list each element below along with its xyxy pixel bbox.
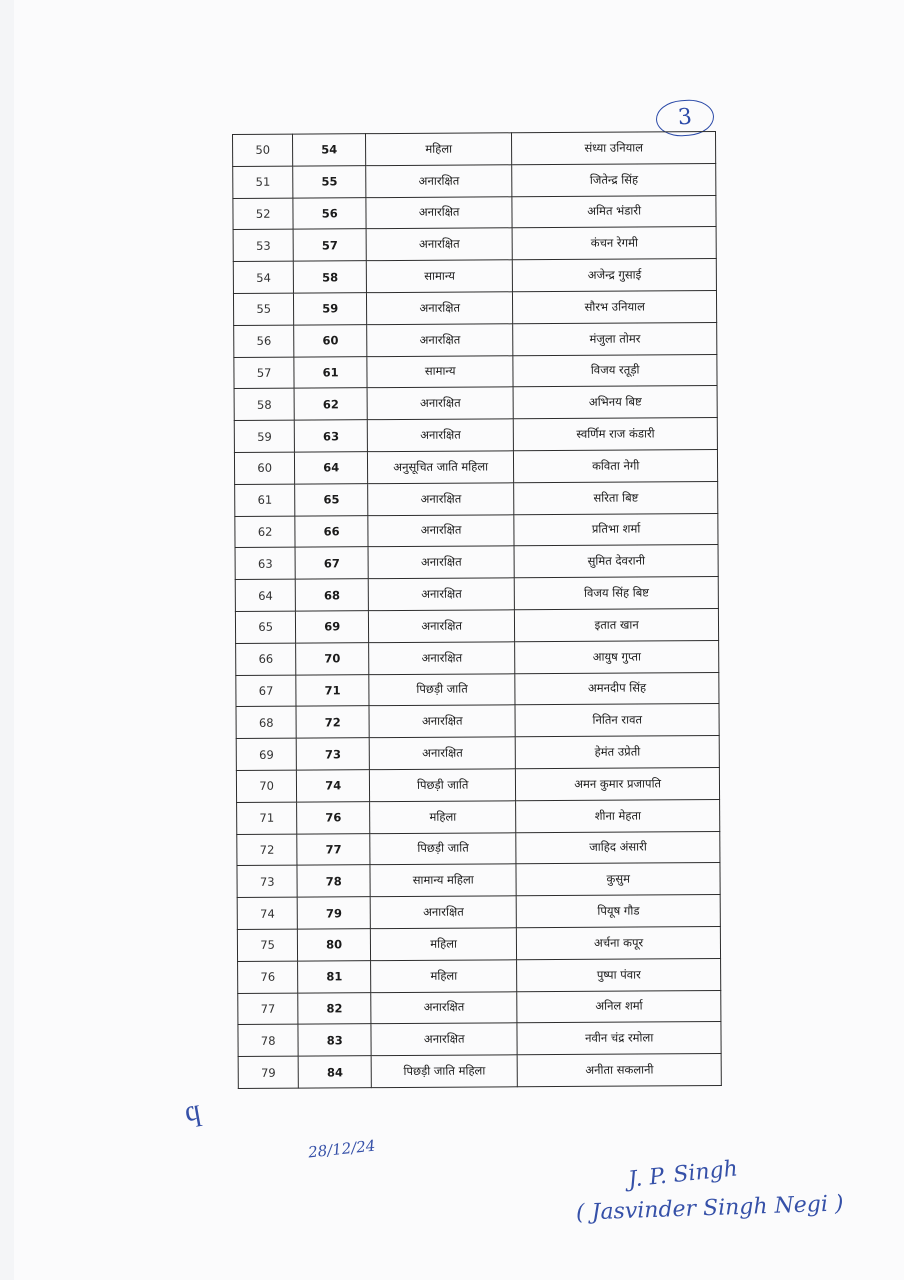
name-cell: आयुष गुप्ता	[515, 640, 719, 673]
serial-number-cell: 58	[234, 388, 295, 420]
category-cell: पिछड़ी जाति	[369, 673, 516, 706]
name-cell: विजय रतूड़ी	[513, 354, 717, 387]
category-cell: अनारक्षित	[366, 165, 513, 198]
name-cell: सरिता बिष्ट	[514, 481, 718, 514]
category-cell: सामान्य महिला	[370, 864, 517, 897]
name-cell: मंजुला तोमर	[513, 322, 717, 355]
category-cell: अनारक्षित	[369, 705, 516, 738]
category-cell: महिला	[370, 801, 517, 834]
left-initial-mark-icon: ϥ	[183, 1098, 205, 1137]
name-cell: इतात खान	[515, 608, 719, 641]
table-row	[238, 1054, 721, 1089]
table-row	[237, 895, 720, 930]
serial-number-cell: 50	[233, 134, 294, 166]
table-row	[235, 513, 718, 548]
name-cell: विजय सिंह बिष्ट	[515, 577, 719, 610]
seat-number-cell: 56	[293, 197, 366, 229]
serial-number-cell: 68	[236, 706, 297, 738]
seat-number-cell: 67	[295, 547, 368, 579]
table-row	[234, 354, 717, 389]
table-row	[233, 227, 716, 262]
table-row	[235, 481, 718, 516]
table-row	[234, 450, 717, 485]
serial-number-cell: 51	[233, 166, 294, 198]
serial-number-cell: 64	[235, 579, 296, 611]
seat-number-cell: 70	[296, 642, 369, 674]
table-row	[233, 259, 716, 294]
seat-number-cell: 68	[296, 579, 369, 611]
seat-number-cell: 69	[296, 611, 369, 643]
serial-number-cell: 53	[233, 230, 294, 262]
category-cell: अनारक्षित	[366, 196, 513, 229]
category-cell: महिला	[370, 928, 517, 961]
name-cell: संध्या उनियाल	[512, 132, 716, 165]
serial-number-cell: 77	[238, 993, 299, 1025]
table-row	[236, 672, 719, 707]
name-cell: अर्चना कपूर	[517, 926, 721, 959]
name-cell: जाहिद अंसारी	[516, 831, 720, 864]
table-row	[238, 958, 721, 993]
name-cell: नितिन रावत	[515, 704, 719, 737]
serial-number-cell: 71	[237, 802, 298, 834]
seat-number-cell: 66	[295, 515, 368, 547]
name-cell: अनीता सकलानी	[517, 1054, 721, 1087]
serial-number-cell: 76	[238, 961, 299, 993]
serial-number-cell: 69	[236, 738, 297, 770]
table-row	[237, 863, 720, 898]
page-number: 3	[655, 98, 715, 138]
member-table	[232, 131, 722, 1089]
table-row	[235, 577, 718, 612]
name-cell: कविता नेगी	[514, 450, 718, 483]
seat-number-cell: 73	[297, 738, 370, 770]
category-cell: अनारक्षित	[368, 578, 515, 611]
member-table-body	[233, 132, 722, 1089]
category-cell: अनारक्षित	[368, 546, 515, 579]
category-cell: अनारक्षित	[371, 991, 518, 1024]
seat-number-cell: 57	[293, 229, 366, 261]
name-cell: कुसुम	[516, 863, 720, 896]
serial-number-cell: 62	[235, 516, 296, 548]
left-signature-date: 28/12/24	[307, 1136, 377, 1162]
seat-number-cell: 61	[294, 356, 367, 388]
category-cell: पिछड़ी जाति	[370, 832, 517, 865]
serial-number-cell: 66	[236, 643, 297, 675]
serial-number-cell: 79	[238, 1056, 299, 1088]
serial-number-cell: 70	[236, 770, 297, 802]
category-cell: अनारक्षित	[368, 483, 515, 516]
table-row	[234, 418, 717, 453]
table-row	[233, 195, 716, 230]
name-cell: पियूष गौड	[517, 895, 721, 928]
name-cell: प्रतिभा शर्मा	[514, 513, 718, 546]
serial-number-cell: 54	[233, 261, 294, 293]
name-cell: जितेन्द्र सिंह	[512, 163, 716, 196]
category-cell: अनारक्षित	[366, 292, 513, 325]
category-cell: अनुसूचित जाति महिला	[367, 451, 514, 484]
category-cell: अनारक्षित	[367, 324, 514, 357]
seat-number-cell: 78	[297, 865, 370, 897]
name-cell: अमनदीप सिंह	[515, 672, 719, 705]
category-cell: सामान्य	[367, 355, 514, 388]
category-cell: अनारक्षित	[368, 610, 515, 643]
table-row	[236, 640, 719, 675]
seat-number-cell: 55	[293, 165, 366, 197]
table-row	[233, 291, 716, 326]
serial-number-cell: 61	[235, 484, 296, 516]
table-row	[235, 608, 718, 643]
seat-number-cell: 60	[294, 324, 367, 356]
serial-number-cell: 74	[237, 897, 298, 929]
name-cell: अनिल शर्मा	[517, 990, 721, 1023]
name-cell: सुमित देवरानी	[514, 545, 718, 578]
table-row	[237, 926, 720, 961]
right-signature-initials: J. P. Singh	[626, 1156, 739, 1193]
name-cell: अभिनय बिष्ट	[513, 386, 717, 419]
serial-number-cell: 73	[237, 865, 298, 897]
serial-number-cell: 59	[234, 420, 295, 452]
category-cell: अनारक्षित	[369, 737, 516, 770]
category-cell: पिछड़ी जाति	[369, 769, 516, 802]
category-cell: अनारक्षित	[367, 387, 514, 420]
serial-number-cell: 55	[233, 293, 294, 325]
seat-number-cell: 54	[293, 134, 366, 166]
serial-number-cell: 52	[233, 198, 294, 230]
name-cell: कंचन रेगमी	[512, 227, 716, 260]
seat-number-cell: 77	[297, 833, 370, 865]
seat-number-cell: 59	[294, 293, 367, 325]
name-cell: अमित भंडारी	[512, 195, 716, 228]
serial-number-cell: 65	[235, 611, 296, 643]
serial-number-cell: 75	[237, 929, 298, 961]
table-row	[238, 1022, 721, 1057]
table-row	[237, 799, 720, 834]
category-cell: पिछड़ी जाति महिला	[371, 1055, 518, 1088]
serial-number-cell: 60	[234, 452, 295, 484]
seat-number-cell: 76	[297, 801, 370, 833]
table-row	[234, 386, 717, 421]
seat-number-cell: 64	[295, 452, 368, 484]
category-cell: अनारक्षित	[370, 896, 517, 929]
category-cell: महिला	[371, 959, 518, 992]
seat-number-cell: 79	[298, 897, 371, 929]
seat-number-cell: 81	[298, 960, 371, 992]
name-cell: हेमंत उप्रेती	[516, 736, 720, 769]
table-row	[236, 704, 719, 739]
name-cell: शीना मेहता	[516, 799, 720, 832]
name-cell: अजेन्द्र गुसाई	[513, 259, 717, 292]
serial-number-cell: 67	[236, 675, 297, 707]
table-row	[238, 990, 721, 1025]
seat-number-cell: 84	[299, 1056, 372, 1088]
serial-number-cell: 78	[238, 1024, 299, 1056]
category-cell: महिला	[366, 133, 513, 166]
category-cell: अनारक्षित	[369, 642, 516, 675]
seat-number-cell: 74	[297, 770, 370, 802]
seat-number-cell: 82	[298, 992, 371, 1024]
seat-number-cell: 62	[294, 388, 367, 420]
serial-number-cell: 56	[234, 325, 295, 357]
right-signature-name: ( Jasvinder Singh Negi )	[575, 1191, 844, 1226]
name-cell: पुष्पा पंवार	[517, 958, 721, 991]
seat-number-cell: 80	[298, 929, 371, 961]
name-cell: अमन कुमार प्रजापति	[516, 767, 720, 800]
table-row	[236, 736, 719, 771]
serial-number-cell: 63	[235, 547, 296, 579]
seat-number-cell: 65	[295, 483, 368, 515]
seat-number-cell: 72	[296, 706, 369, 738]
seat-number-cell: 63	[295, 420, 368, 452]
category-cell: अनारक्षित	[366, 228, 513, 261]
table-row	[236, 767, 719, 802]
table-row	[233, 163, 716, 198]
category-cell: अनारक्षित	[368, 514, 515, 547]
name-cell: नवीन चंद्र रमोला	[517, 1022, 721, 1055]
table-row	[237, 831, 720, 866]
table-row	[235, 545, 718, 580]
serial-number-cell: 72	[237, 834, 298, 866]
name-cell: स्वर्णिम राज कंडारी	[514, 418, 718, 451]
category-cell: अनारक्षित	[367, 419, 514, 452]
seat-number-cell: 58	[294, 261, 367, 293]
serial-number-cell: 57	[234, 357, 295, 389]
table-row	[233, 132, 716, 167]
table-row	[234, 322, 717, 357]
seat-number-cell: 71	[296, 674, 369, 706]
category-cell: सामान्य	[366, 260, 513, 293]
name-cell: सौरभ उनियाल	[513, 291, 717, 324]
category-cell: अनारक्षित	[371, 1023, 518, 1056]
seat-number-cell: 83	[298, 1024, 371, 1056]
